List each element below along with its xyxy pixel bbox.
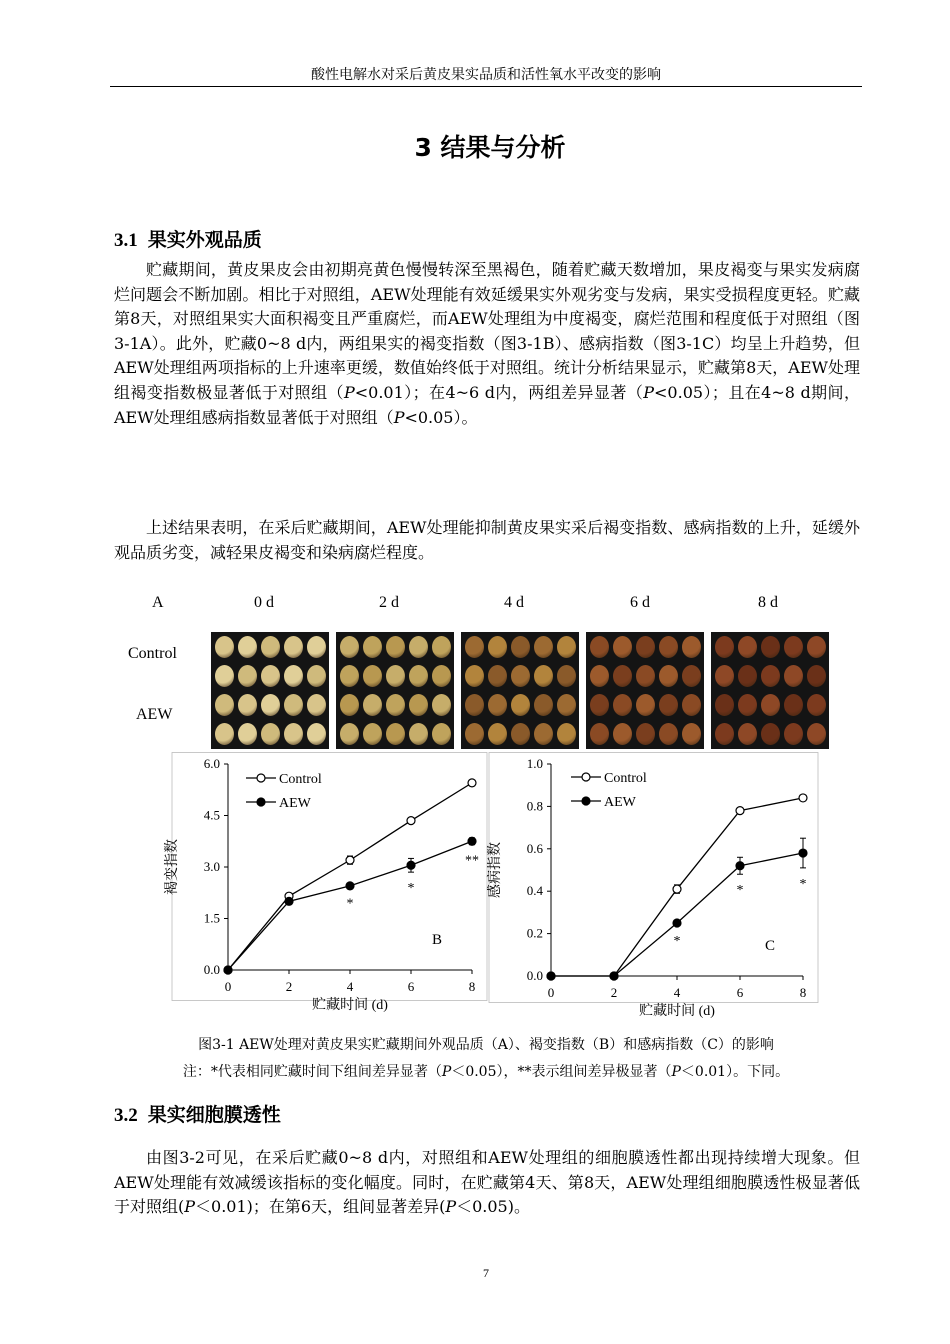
day-label: 8 d <box>758 594 778 611</box>
fruit <box>636 665 655 687</box>
row-label-aew: AEW <box>136 706 173 723</box>
significance-mark: * <box>673 934 681 950</box>
fruit <box>807 694 826 716</box>
panel-a-label: A <box>152 594 164 611</box>
fruit <box>636 723 655 745</box>
fruit <box>409 636 428 658</box>
x-tick-label: 8 <box>468 979 476 994</box>
fruit <box>238 636 257 658</box>
paragraph-membrane <box>114 1146 860 1220</box>
data-point-aew <box>407 861 415 869</box>
fruit <box>409 723 428 745</box>
x-tick-label: 4 <box>346 979 354 994</box>
fruit <box>511 665 530 687</box>
fruit-photo-day8 <box>711 632 829 749</box>
fruit <box>557 723 576 745</box>
y-tick-label: 6.0 <box>203 756 220 771</box>
x-tick-label: 2 <box>285 979 293 994</box>
fruit <box>238 723 257 745</box>
legend-marker <box>257 774 265 782</box>
significance-mark: * <box>407 881 415 897</box>
y-tick-label: 0.0 <box>203 962 220 977</box>
data-point-aew <box>224 966 232 974</box>
y-tick-label: 0.6 <box>526 840 543 856</box>
data-point-control <box>736 807 744 815</box>
fruit <box>363 723 382 745</box>
fruit <box>590 723 609 745</box>
fruit <box>659 694 678 716</box>
fruit <box>363 694 382 716</box>
panel-label: C <box>765 938 776 954</box>
fruit <box>534 636 553 658</box>
fruit <box>511 723 530 745</box>
section-title-text: 果实细胞膜透性 <box>147 1104 281 1126</box>
fruit <box>488 723 507 745</box>
chart-b-svg <box>150 752 490 1024</box>
data-point-aew <box>346 882 354 890</box>
significance-mark: * <box>346 896 354 912</box>
fruit <box>386 694 405 716</box>
fruit <box>386 723 405 745</box>
header-rule <box>110 86 862 87</box>
fruit <box>432 636 451 658</box>
fruit <box>784 665 803 687</box>
fruit <box>590 665 609 687</box>
paragraph-text: 由图3-2可见，在采后贮藏0~8 d内，对照组和AEW处理组的细胞膜透性都出现持续增大现象。但AEW处理能有效减缓该指标的变化幅度。同时，在贮藏第4天、第8天，AEW处理组细胞膜透性极显著低于对照组( <box>114 1148 860 1217</box>
paragraph-appearance <box>114 258 860 430</box>
fruit <box>432 665 451 687</box>
chart-c-svg <box>485 752 825 1024</box>
fruit <box>340 694 359 716</box>
fruit <box>636 636 655 658</box>
y-axis-label: 感病指数 <box>488 842 503 898</box>
fruit <box>307 694 326 716</box>
fruit <box>511 636 530 658</box>
y-tick-label: 0.8 <box>526 798 543 814</box>
fruit-photo-day4 <box>461 632 579 749</box>
paragraph-text: 贮藏期间，黄皮果皮会由初期亮黄色慢慢转深至黑褐色，随着贮藏天数增加，果皮褐变与果实发病腐烂问题会不断加剧。相比于对照组，AEW处理能有效延缓果实外观劣变与发病，果实受损程度更轻。贮藏第8天，对照组果实大面积褐变且严重腐烂，而AEW处理组为中度褐变，腐烂范围和程度低于对照组（图3-1A）。此外，贮藏0~8 d内，两组果实的褐变指数（图3-1B）、感病指数（图3-1C）均呈上升趋势，但AEW处理组两项指标的上升速率更缓，数值始终低于对照组。统计分析结果显示，贮藏第8天，AEW处理组褐变指数极显著低于对照组（ <box>114 260 860 402</box>
fruit <box>340 636 359 658</box>
fruit <box>738 636 757 658</box>
fruit <box>761 723 780 745</box>
fruit <box>682 723 701 745</box>
significance-mark: ** <box>465 853 479 869</box>
fruit <box>682 636 701 658</box>
legend-marker <box>582 773 590 781</box>
fruit <box>613 694 632 716</box>
note-text: ＜0.01）。下同。 <box>680 1064 790 1080</box>
fruit <box>534 694 553 716</box>
fruit-photo-day0 <box>211 632 329 749</box>
x-tick-label: 6 <box>736 985 744 1000</box>
p-symbol: P <box>393 407 405 427</box>
fruit <box>557 636 576 658</box>
fruit <box>307 665 326 687</box>
day-label: 4 d <box>504 594 524 611</box>
x-tick-label: 4 <box>673 985 681 1000</box>
fruit <box>215 665 234 687</box>
running-head: 酸性电解水对采后黄皮果实品质和活性氧水平改变的影响 <box>311 67 661 83</box>
fruit <box>761 665 780 687</box>
fruit <box>557 694 576 716</box>
fruit <box>613 723 632 745</box>
data-point-control <box>468 779 476 787</box>
fruit <box>784 694 803 716</box>
chapter-title: 3 结果与分析 <box>414 133 566 162</box>
paragraph-text: <0.05）。 <box>404 407 478 427</box>
fruit <box>738 723 757 745</box>
fruit <box>363 665 382 687</box>
fruit <box>432 694 451 716</box>
figure-panel-a <box>120 590 840 755</box>
fruit <box>363 636 382 658</box>
fruit-photo-day6 <box>586 632 704 749</box>
day-label: 6 d <box>630 594 650 611</box>
y-tick-label: 3.0 <box>203 859 220 874</box>
p-symbol: P <box>643 382 655 402</box>
fruit <box>432 723 451 745</box>
fruit <box>715 665 734 687</box>
fruit <box>465 636 484 658</box>
fruit <box>340 723 359 745</box>
legend-label: Control <box>604 771 647 786</box>
fruit <box>307 636 326 658</box>
data-point-control <box>673 885 681 893</box>
fruit <box>409 665 428 687</box>
fruit <box>659 723 678 745</box>
fruit <box>215 636 234 658</box>
fruit <box>590 694 609 716</box>
x-tick-label: 8 <box>799 985 807 1000</box>
fruit <box>261 665 280 687</box>
significance-mark: * <box>736 883 744 899</box>
y-tick-label: 1.5 <box>203 910 220 926</box>
fruit <box>261 723 280 745</box>
day-label: 0 d <box>254 594 274 611</box>
y-tick-label: 0.4 <box>526 883 543 899</box>
x-tick-label: 2 <box>610 985 618 1000</box>
x-tick-label: 6 <box>407 979 415 994</box>
fruit <box>340 665 359 687</box>
fruit <box>807 723 826 745</box>
note-text: ＜0.05），**表示组间差异极显著（ <box>451 1064 672 1080</box>
fruit <box>261 636 280 658</box>
fruit <box>465 723 484 745</box>
fruit <box>659 665 678 687</box>
p-symbol: P <box>343 382 355 402</box>
y-tick-label: 4.5 <box>203 807 220 823</box>
day-label: 2 d <box>379 594 399 611</box>
data-point-aew <box>736 862 744 870</box>
data-point-control <box>799 794 807 802</box>
legend-label: Control <box>279 772 322 787</box>
fruit <box>557 665 576 687</box>
legend-marker <box>257 798 265 806</box>
significance-mark: * <box>799 876 807 892</box>
fruit <box>238 665 257 687</box>
data-point-control <box>346 856 354 864</box>
paragraph-text: ＜0.05)。 <box>456 1197 530 1217</box>
section-number: 3.1 <box>114 230 138 251</box>
fruit <box>284 723 303 745</box>
section-title-text: 果实外观品质 <box>147 229 262 251</box>
y-axis-label: 褐变指数 <box>165 839 180 895</box>
fruit <box>307 723 326 745</box>
fruit <box>613 636 632 658</box>
legend-label: AEW <box>604 795 636 810</box>
fruit <box>386 636 405 658</box>
fruit <box>761 636 780 658</box>
y-tick-label: 0.0 <box>526 968 543 983</box>
fruit <box>465 665 484 687</box>
fruit <box>807 665 826 687</box>
fruit <box>511 694 530 716</box>
x-tick-label: 0 <box>547 985 555 1000</box>
fruit <box>613 665 632 687</box>
fruit <box>807 636 826 658</box>
fruit <box>215 694 234 716</box>
section-heading-3-2 <box>114 1100 281 1127</box>
data-point-aew <box>799 849 807 857</box>
legend-marker <box>582 797 590 805</box>
fruit <box>465 694 484 716</box>
series-line-aew <box>551 853 803 976</box>
panel-label: B <box>432 932 443 948</box>
fruit <box>636 694 655 716</box>
fruit <box>534 665 553 687</box>
fruit <box>215 723 234 745</box>
chart-browning-index <box>150 752 490 1028</box>
data-point-aew <box>468 837 476 845</box>
section-number: 3.2 <box>114 1105 138 1126</box>
chart-disease-index <box>485 752 825 1028</box>
x-tick-label: 0 <box>224 979 232 994</box>
fruit-photo-day2 <box>336 632 454 749</box>
data-point-aew <box>673 919 681 927</box>
figure-caption: 图3-1 AEW处理对黄皮果实贮藏期间外观品质（A）、褐变指数（B）和感病指数（C）的影响 <box>198 1037 774 1053</box>
fruit <box>659 636 678 658</box>
fruit <box>488 665 507 687</box>
fruit <box>738 694 757 716</box>
fruit <box>534 723 553 745</box>
p-symbol: P <box>445 1197 457 1217</box>
figure-note <box>0 1061 950 1081</box>
fruit <box>715 636 734 658</box>
fruit <box>761 694 780 716</box>
paragraph-text: ＜0.01)；在第6天，组间显著差异( <box>195 1197 446 1217</box>
fruit <box>715 723 734 745</box>
legend-label: AEW <box>279 796 311 811</box>
x-axis-label: 贮藏时间 (d) <box>639 1004 715 1019</box>
x-axis-label: 贮藏时间 (d) <box>312 998 388 1013</box>
data-point-aew <box>285 897 293 905</box>
chart-frame <box>489 753 818 1003</box>
p-symbol: P <box>671 1064 681 1080</box>
fruit <box>682 694 701 716</box>
fruit <box>715 694 734 716</box>
paragraph-conclusion: 上述结果表明，在采后贮藏期间，AEW处理能抑制黄皮果实采后褐变指数、感病指数的上升，延缓外观品质劣变，减轻果皮褐变和染病腐烂程度。 <box>114 518 860 562</box>
fruit <box>682 665 701 687</box>
note-text: 注：*代表相同贮藏时间下组间差异显著（ <box>182 1064 442 1080</box>
fruit <box>488 636 507 658</box>
section-heading-3-1 <box>114 225 262 252</box>
data-point-control <box>407 817 415 825</box>
fruit <box>784 723 803 745</box>
fruit <box>488 694 507 716</box>
fruit <box>261 694 280 716</box>
fruit <box>284 665 303 687</box>
y-tick-label: 1.0 <box>526 756 543 771</box>
data-point-aew <box>547 972 555 980</box>
fruit <box>784 636 803 658</box>
row-label-control: Control <box>128 645 177 662</box>
fruit <box>238 694 257 716</box>
fruit <box>284 636 303 658</box>
p-symbol: P <box>441 1064 452 1080</box>
paragraph-text: <0.05）；且在4~8 d期间，AEW处理组感病指数显著低于对照组（ <box>114 382 860 427</box>
paragraph-text: <0.01）；在4~6 d内，两组差异显著（ <box>354 382 644 402</box>
p-symbol: P <box>184 1197 196 1217</box>
fruit <box>409 694 428 716</box>
y-tick-label: 0.2 <box>526 925 543 941</box>
fruit <box>386 665 405 687</box>
data-point-aew <box>610 972 618 980</box>
fruit <box>284 694 303 716</box>
fruit <box>738 665 757 687</box>
fruit <box>590 636 609 658</box>
page-number: 7 <box>483 1266 489 1280</box>
